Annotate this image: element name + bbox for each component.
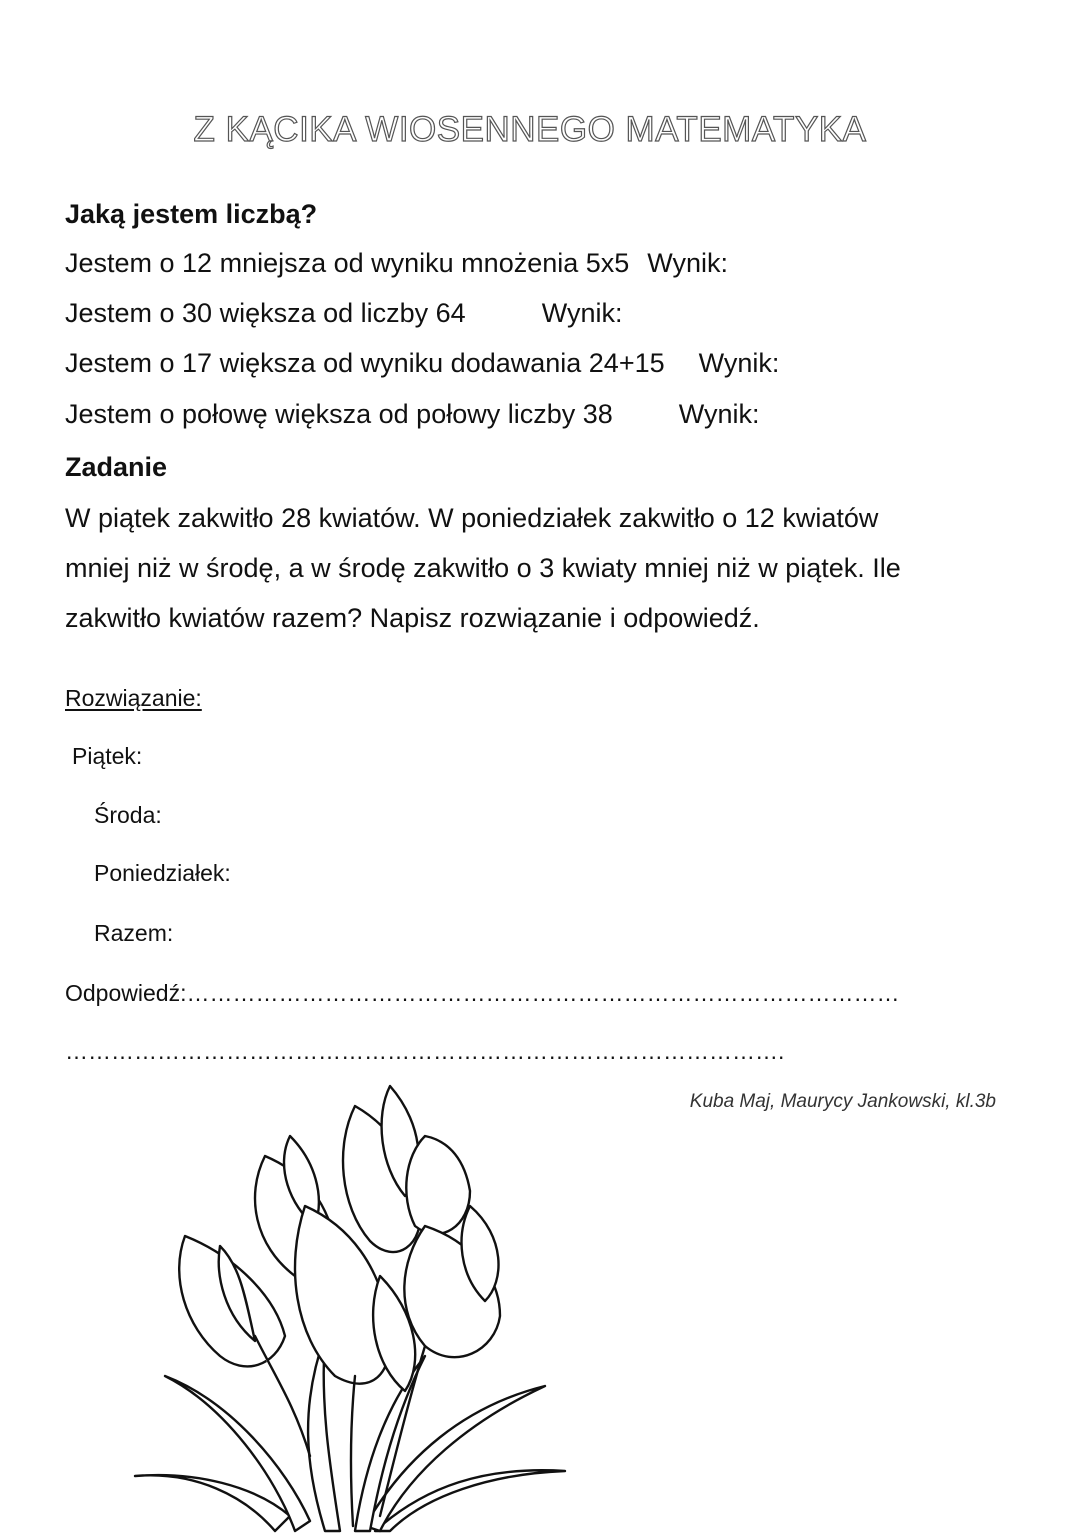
answer-line xyxy=(65,980,995,1007)
puzzle-text: Jestem o 17 większa od wyniku dodawania 24+15 xyxy=(65,348,665,378)
section-heading-puzzle: Jaką jestem liczbą? xyxy=(65,199,318,229)
section-heading-task: Zadanie xyxy=(65,452,168,482)
puzzle-answer-label: Wynik: xyxy=(678,399,760,429)
solution-item-wednesday: Środa: xyxy=(94,802,162,828)
crocus-flowers-icon xyxy=(125,1076,600,1536)
solution-item-total: Razem: xyxy=(94,920,174,946)
puzzle-text: Jestem o 12 mniejsza od wyniku mnożenia 5x5 xyxy=(65,248,630,278)
solution-item-monday: Poniedziałek: xyxy=(94,860,231,886)
task-text-line: W piątek zakwitło 28 kwiatów. W poniedziałek zakwitło o 12 kwiatów xyxy=(65,503,879,533)
author-credit: Kuba Maj, Maurycy Jankowski, kl.3b xyxy=(689,1091,996,1112)
solution-item-friday: Piątek: xyxy=(72,743,143,769)
puzzle-text: Jestem o połowę większa od połowy liczby 38 xyxy=(65,399,613,429)
puzzle-row xyxy=(65,248,728,279)
answer-dots: ………………………………………………………………………………… xyxy=(186,980,900,1006)
page-title: Z KĄCIKA WIOSENNEGO MATEMATYKA xyxy=(193,110,867,149)
puzzle-row xyxy=(65,399,760,430)
puzzle-text: Jestem o 30 większa od liczby 64 xyxy=(65,298,466,328)
solution-label: Rozwiązanie: xyxy=(65,685,202,711)
puzzle-row xyxy=(65,298,622,329)
puzzle-answer-label: Wynik: xyxy=(698,348,780,378)
puzzle-answer-label: Wynik: xyxy=(647,248,729,278)
answer-dots-line: …………………………………………………………………………………. xyxy=(65,1038,785,1064)
answer-label: Odpowiedź: xyxy=(65,980,187,1006)
puzzle-row xyxy=(65,348,779,379)
puzzle-answer-label: Wynik: xyxy=(541,298,623,328)
task-text-line: mniej niż w środę, a w środę zakwitło o 3 kwiaty mniej niż w piątek. Ile xyxy=(65,553,901,583)
task-text-line: zakwitło kwiatów razem? Napisz rozwiązanie i odpowiedź. xyxy=(65,603,760,633)
